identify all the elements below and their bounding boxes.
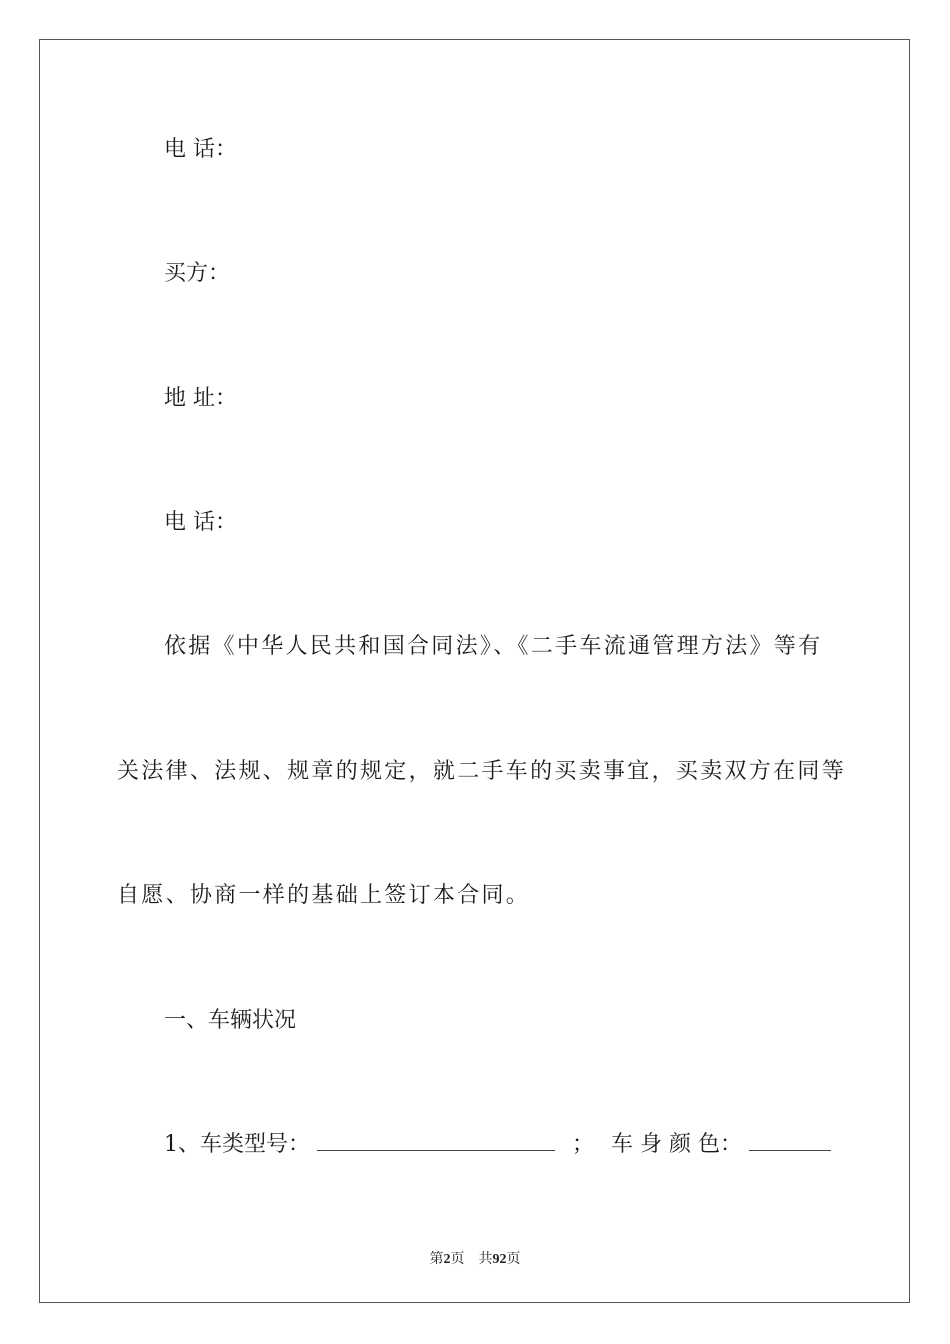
body-color-label: 车 身 颜 色：: [611, 1132, 742, 1157]
total-page-number: 92: [492, 1252, 507, 1267]
current-page-number: 2: [443, 1252, 451, 1267]
paragraph-line-3: 自愿、协商一样的基础上签订本合同。: [117, 883, 531, 908]
page-unit: 页: [450, 1252, 465, 1267]
page-border: [39, 39, 910, 1303]
field-separator: ；: [572, 1132, 595, 1157]
buyer-address-label: 地 址：: [164, 386, 237, 411]
total-unit: 页: [506, 1252, 521, 1267]
buyer-phone-label: 电 话：: [164, 510, 237, 535]
page-prefix: 第: [429, 1252, 444, 1267]
vehicle-model-label: 1、车类型号：: [164, 1132, 310, 1157]
buyer-label: 买方：: [164, 261, 231, 286]
paragraph-line-2: 关法律、法规、规章的规定，就二手车的买卖事宜，买卖双方在同等: [117, 759, 847, 784]
section-heading-vehicle-status: 一、车辆状况: [164, 1008, 297, 1033]
vehicle-model-field: [164, 1130, 831, 1160]
vehicle-model-blank: [317, 1132, 555, 1151]
total-prefix: 共: [478, 1252, 493, 1267]
paragraph-line-1: 依据《中华人民共和国合同法》、《二手车流通管理方法》等有: [164, 634, 823, 659]
body-color-blank: [749, 1132, 831, 1151]
page-footer: [0, 1248, 950, 1268]
seller-phone-label: 电 话：: [164, 137, 237, 162]
